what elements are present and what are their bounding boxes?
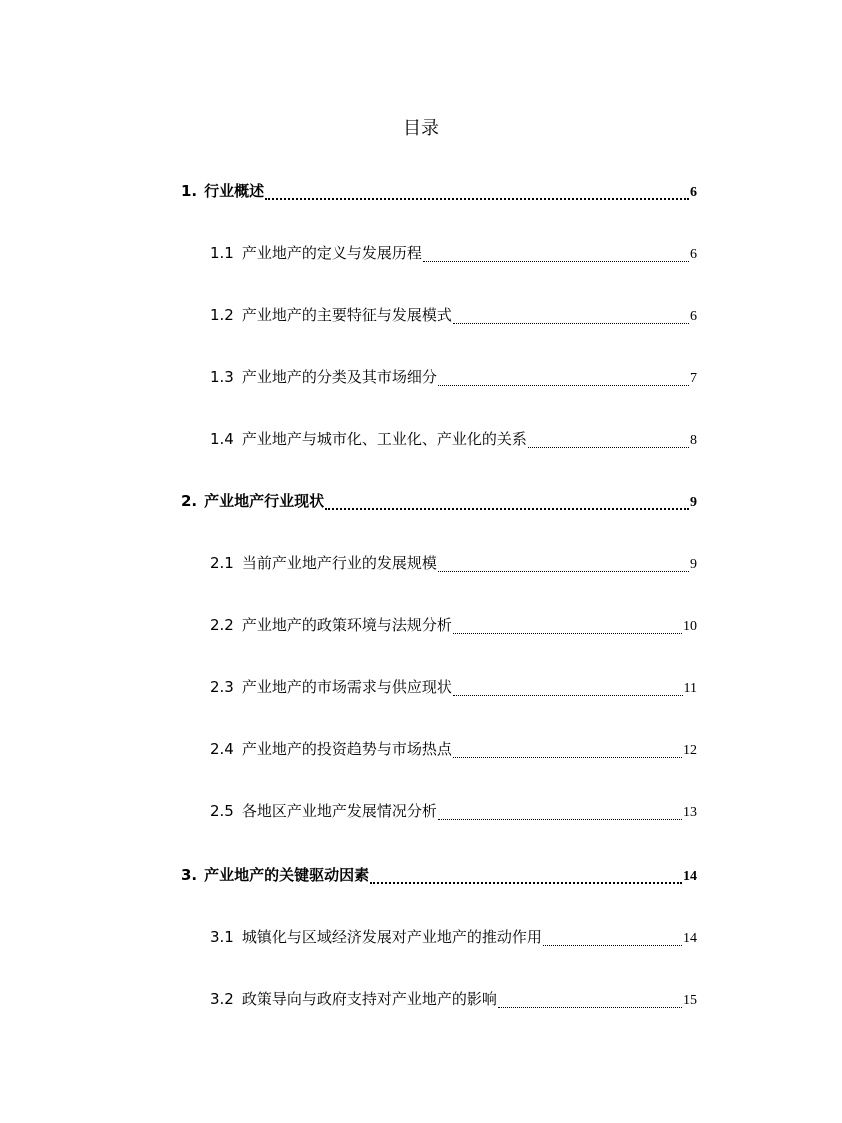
toc-entry-1-2[interactable]	[210, 304, 697, 328]
toc-entry-label: 行业概述	[204, 182, 265, 200]
toc-entry-page: 12	[683, 743, 697, 758]
toc-dot-leader	[453, 633, 682, 634]
toc-entry-number: 1.1	[210, 244, 234, 262]
toc-entry-page: 6	[690, 309, 697, 324]
toc-entry-label: 产业地产的主要特征与发展模式	[241, 306, 452, 324]
toc-entry-page: 10	[683, 619, 697, 634]
toc-dot-leader	[498, 1007, 682, 1008]
toc-entry-1-3[interactable]	[210, 366, 697, 390]
toc-entry-2-2[interactable]	[210, 614, 697, 638]
toc-entry-page: 6	[690, 247, 697, 262]
toc-entry-number: 2.4	[210, 740, 234, 758]
toc-dot-leader	[438, 819, 682, 820]
toc-entry-2-3[interactable]	[210, 676, 697, 700]
toc-entry-number: 1.	[181, 182, 198, 200]
toc-entry-label: 产业地产的关键驱动因素	[204, 866, 370, 884]
toc-dot-leader	[528, 447, 689, 448]
toc-dot-leader	[453, 695, 683, 696]
toc-entry-label: 产业地产行业现状	[204, 492, 325, 510]
toc-entry-page: 7	[690, 371, 697, 386]
toc-entry-number: 1.4	[210, 430, 234, 448]
toc-dot-leader	[370, 882, 682, 884]
toc-title: 目录	[403, 118, 439, 139]
toc-entry-page: 11	[683, 681, 697, 696]
toc-entry-2[interactable]	[181, 490, 697, 514]
toc-entry-page: 14	[683, 869, 697, 884]
toc-entry-label: 各地区产业地产发展情况分析	[241, 802, 437, 820]
toc-entry-label: 产业地产的定义与发展历程	[241, 244, 422, 262]
toc-entry-label: 产业地产的分类及其市场细分	[241, 368, 437, 386]
toc-entry-page: 9	[690, 557, 697, 572]
toc-entry-number: 2.3	[210, 678, 234, 696]
toc-entry-number: 2.5	[210, 802, 234, 820]
toc-entry-2-5[interactable]	[210, 800, 697, 824]
toc-entry-page: 14	[683, 931, 697, 946]
toc-entry-label: 政策导向与政府支持对产业地产的影响	[241, 990, 497, 1008]
toc-dot-leader	[543, 945, 682, 946]
toc-dot-leader	[438, 385, 689, 386]
toc-entry-number: 2.2	[210, 616, 234, 634]
toc-dot-leader	[265, 198, 689, 200]
toc-entry-label: 产业地产的投资趋势与市场热点	[241, 740, 452, 758]
toc-entry-number: 3.2	[210, 990, 234, 1008]
toc-entry-label: 当前产业地产行业的发展规模	[241, 554, 437, 572]
toc-entry-3[interactable]	[181, 864, 697, 888]
toc-entry-3-1[interactable]	[210, 926, 697, 950]
toc-entry-1-1[interactable]	[210, 242, 697, 266]
toc-entry-number: 1.2	[210, 306, 234, 324]
toc-entry-1-4[interactable]	[210, 428, 697, 452]
toc-dot-leader	[423, 261, 689, 262]
toc-entry-2-1[interactable]	[210, 552, 697, 576]
toc-dot-leader	[438, 571, 689, 572]
toc-entry-number: 2.	[181, 492, 198, 510]
toc-entry-1[interactable]	[181, 180, 697, 204]
toc-entry-number: 3.1	[210, 928, 234, 946]
toc-entry-page: 6	[690, 185, 697, 200]
toc-entry-label: 城镇化与区域经济发展对产业地产的推动作用	[241, 928, 542, 946]
toc-entry-page: 15	[683, 993, 697, 1008]
toc-entry-label: 产业地产的市场需求与供应现状	[241, 678, 452, 696]
toc-entry-2-4[interactable]	[210, 738, 697, 762]
toc-dot-leader	[453, 323, 689, 324]
toc-entry-page: 9	[690, 495, 697, 510]
toc-dot-leader	[325, 508, 689, 510]
toc-entry-number: 2.1	[210, 554, 234, 572]
toc-entry-number: 1.3	[210, 368, 234, 386]
toc-dot-leader	[453, 757, 682, 758]
toc-entry-label: 产业地产与城市化、工业化、产业化的关系	[241, 430, 527, 448]
toc-entry-page: 8	[690, 433, 697, 448]
toc-entry-number: 3.	[181, 866, 198, 884]
toc-entry-label: 产业地产的政策环境与法规分析	[241, 616, 452, 634]
toc-entry-3-2[interactable]	[210, 988, 697, 1012]
toc-entry-page: 13	[683, 805, 697, 820]
